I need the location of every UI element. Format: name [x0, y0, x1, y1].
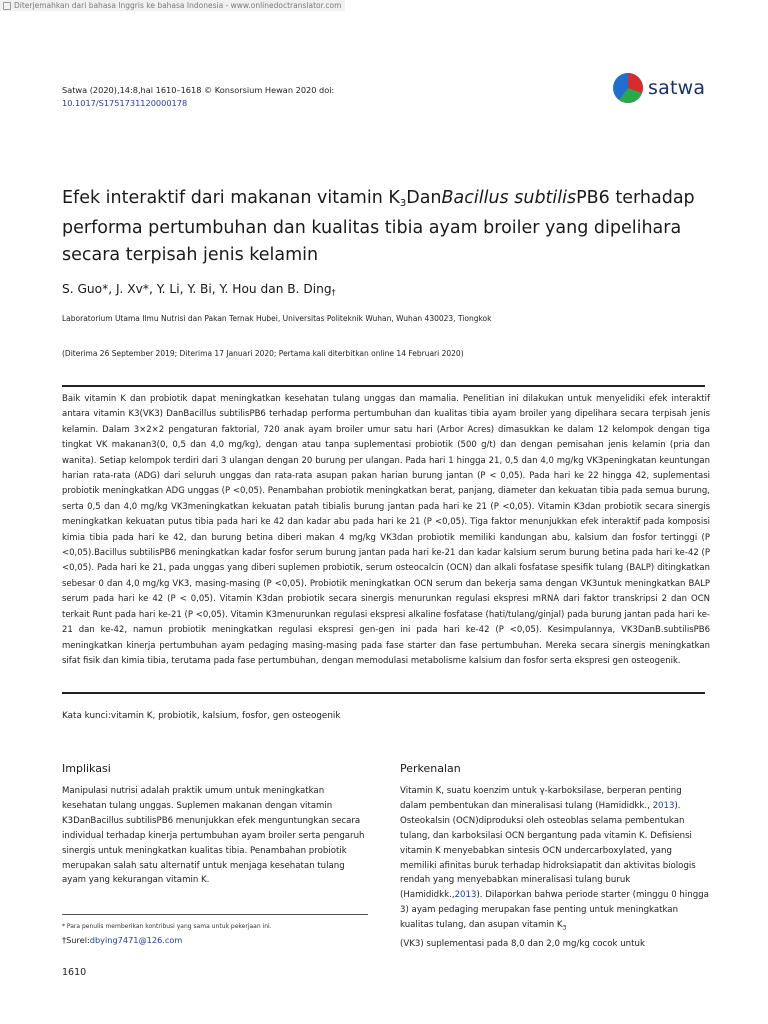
- translation-notice-text: Diterjemahkan dari bahasa Inggris ke bahasa Indonesia - www.onlinedoctranslator.com: [14, 1, 342, 10]
- page-number: 1610: [62, 967, 87, 978]
- abstract-bottom-rule: [62, 692, 705, 694]
- introduction-text: Vitamin K, suatu koenzim untuk γ-karboksilase, berperan penting dalam pembentukan dan mineralisasi tulang (Hamididkk., 2013). Osteokalsin (OCN)diproduksi oleh osteoblas selama pembentukan tulang, dan karboksilasi OCN bergantung pada vitamin K. Defisiensi vitamin K menyebabkan sintesis OCN undercarboxylated, yang memiliki afinitas buruk terhadap hidroksiapatit dan aktivitas biologis rendah yang menyebabkan mineralisasi tulang buruk (Hamididkk.,2013). Dilaporkan bahwa periode starter (minggu 0 hingga 3) ayam pedaging merupakan fase penting untuk meningkatkan kualitas tulang, dan asupan vitamin $K_3$ (VK3) suplementasi pada 8,0 dan 2,0 mg/kg cocok untuk: [400, 786, 709, 949]
- implications-text: Manipulasi nutrisi adalah praktik umum untuk meningkatkan kesehatan tulang unggas. Suplemen makanan dengan vitamin K3DanBacillus subtilisPB6 menunjukkan efek menguntungkan secara individual terhadap kinerja pertumbuhan ayam broiler serta pengaruh sinergis untuk meningkatkan kualitas tibia. Penambahan probiotik merupakan salah satu alternatif untuk menjaga kesehatan tulang ayam yang kekurangan vitamin K.: [62, 786, 365, 886]
- introduction-heading: Perkenalan: [400, 762, 461, 775]
- received-dates: (Diterima 26 September 2019; Diterima 17 Januari 2020; Pertama kali diterbitkan online 14 Februari 2020): [62, 349, 464, 358]
- logo-text: satwa: [648, 77, 706, 99]
- implications-heading: Implikasi: [62, 762, 111, 775]
- keywords: Kata kunci:vitamin K, probiotik, kalsium, fosfor, gen osteogenik: [62, 711, 341, 721]
- implications-section: [62, 762, 368, 888]
- citation-link[interactable]: 2013: [454, 890, 477, 901]
- citation-text: Satwa (2020),14:8,hal 1610–1618 © Konsorsium Hewan 2020 doi:: [62, 85, 335, 95]
- citation-block: [62, 84, 382, 109]
- article-title: Efek interaktif dari makanan vitamin $K_3DanBacillus$ subtilisPB6 terhadap performa pertumbuhan dan kualitas tibia ayam broiler yang dipelihara secara terpisah jenis kelamin: [62, 188, 695, 265]
- corresponding-email-note: †Surel:dbying7471@126.com: [62, 935, 183, 945]
- translation-notice-bar[interactable]: [0, 0, 345, 11]
- author-list: S. Guo*, J. Xv*, Y. Li, Y. Bi, Y. Hou dan B. Ding†: [62, 282, 336, 297]
- abstract-top-rule: [62, 385, 705, 387]
- doi-link[interactable]: 10.1017/S1751731120000178: [62, 97, 188, 108]
- equal-contribution-note: * Para penulis memberikan kontribusi yang sama untuk pekerjaan ini.: [62, 923, 272, 930]
- globe-logo-icon: [612, 72, 644, 104]
- document-icon: [3, 2, 11, 10]
- footnotes: [62, 914, 368, 945]
- citation-link[interactable]: 2013: [652, 800, 675, 811]
- journal-logo: [612, 72, 705, 104]
- abstract-text: Baik vitamin K dan probiotik dapat meningkatkan kesehatan tulang unggas dan mamalia. Penelitian ini dilakukan untuk menyelidiki efek interaktif antara vitamin K3(VK3) DanBacillus subtilisPB6 terhadap performa pertumbuhan dan kualitas tibia ayam broiler yang dipelihara secara terpisah jenis kelamin. Dalam 3×2×2 pengaturan faktorial, 720 anak ayam broiler umur satu hari (Arbor Acres) dimasukkan ke dalam 12 kelompok dengan tiga tingkat VK makanan3(0, 0,5 dan 4,0 mg/kg), dengan atau tanpa suplementasi probiotik (500 g/t) dan dengan pemisahan jenis kelamin (pria dan wanita). Setiap kelompok terdiri dari 3 ulangan dengan 20 burung per ulangan. Pada hari 1 hingga 21, 0,5 dan 4,0 mg/kg VK3peningkatan keuntungan harian rata-rata (ADG) dari seluruh unggas dan rata-rata asupan pakan harian burung jantan (P < 0,05). Pada hari ke 22 hingga 42, suplementasi probiotik meningkatkan ADG unggas (P <0,05). Penambahan probiotik meningkatkan berat, panjang, diameter dan kekuatan tibia pada semua burung, serta 0,5 dan 4,0 mg/kg VK3meningkatkan kekuatan patah tibialis burung jantan pada hari ke 21 (P <0,05). Vitamin K3dan probiotik secara sinergis meningkatkan kekuatan putus tibia pada hari ke 42 dan kadar abu pada hari ke 21 (P <0,05). Tiga faktor menunjukkan efek interaktif pada komposisi kimia tibia pada hari ke 42, dan burung betina diberi makan 4 mg/kg VK3dan probiotik memiliki kandungan abu, kalsium dan fosfor tertinggi (P <0,05).Bacillus subtilisPB6 meningkatkan kadar fosfor serum burung jantan pada hari ke-21 dan kadar kalsium serum burung betina pada hari ke-42 (P <0,05). Pada hari ke 21, pada unggas yang diberi suplemen probiotik, serum osteocalcin (OCN) dan alkali fosfatase spesifik tulang (BALP) ditingkatkan sebesar 0 dan 4,0 mg/kg VK3, masing-masing (P <0,05). Probiotik meningkatkan OCN serum dan bekerja sama dengan VK3untuk meningkatkan BALP serum pada hari ke 42 (P < 0,05). Vitamin K3dan probiotik secara sinergis menurunkan regulasi ekspresi mRNA dari faktor transkripsi 2 dan OCN terkait Runt pada hari ke-21 (P <0,05). Vitamin K3menurunkan regulasi ekspresi alkaline fosfatase (hati/tulang/ginjal) pada burung jantan pada hari ke-21 dan ke-42, namun probiotik meningkatkan regulasi ekspresi gen-gen ini pada hari ke-42 (P <0,05). Kesimpulannya, VK3DanB.subtilisPB6 meningkatkan kinerja pertumbuhan ayam pedaging masing-masing pada fase starter dan fase pertumbuhan. Mereka secara sinergis meningkatkan sifat fisik dan kimia tibia, terutama pada fase pertumbuhan, dengan memodulasi metabolisme kalsium dan fosfor serta ekspresi gen osteogenik.: [62, 394, 710, 666]
- affiliation: Laboratorium Utama Ilmu Nutrisi dan Pakan Ternak Hubei, Universitas Politeknik Wuhan, Wuhan 430023, Tiongkok: [62, 314, 492, 323]
- introduction-section: [400, 762, 710, 952]
- email-link[interactable]: dbying7471@126.com: [89, 935, 183, 945]
